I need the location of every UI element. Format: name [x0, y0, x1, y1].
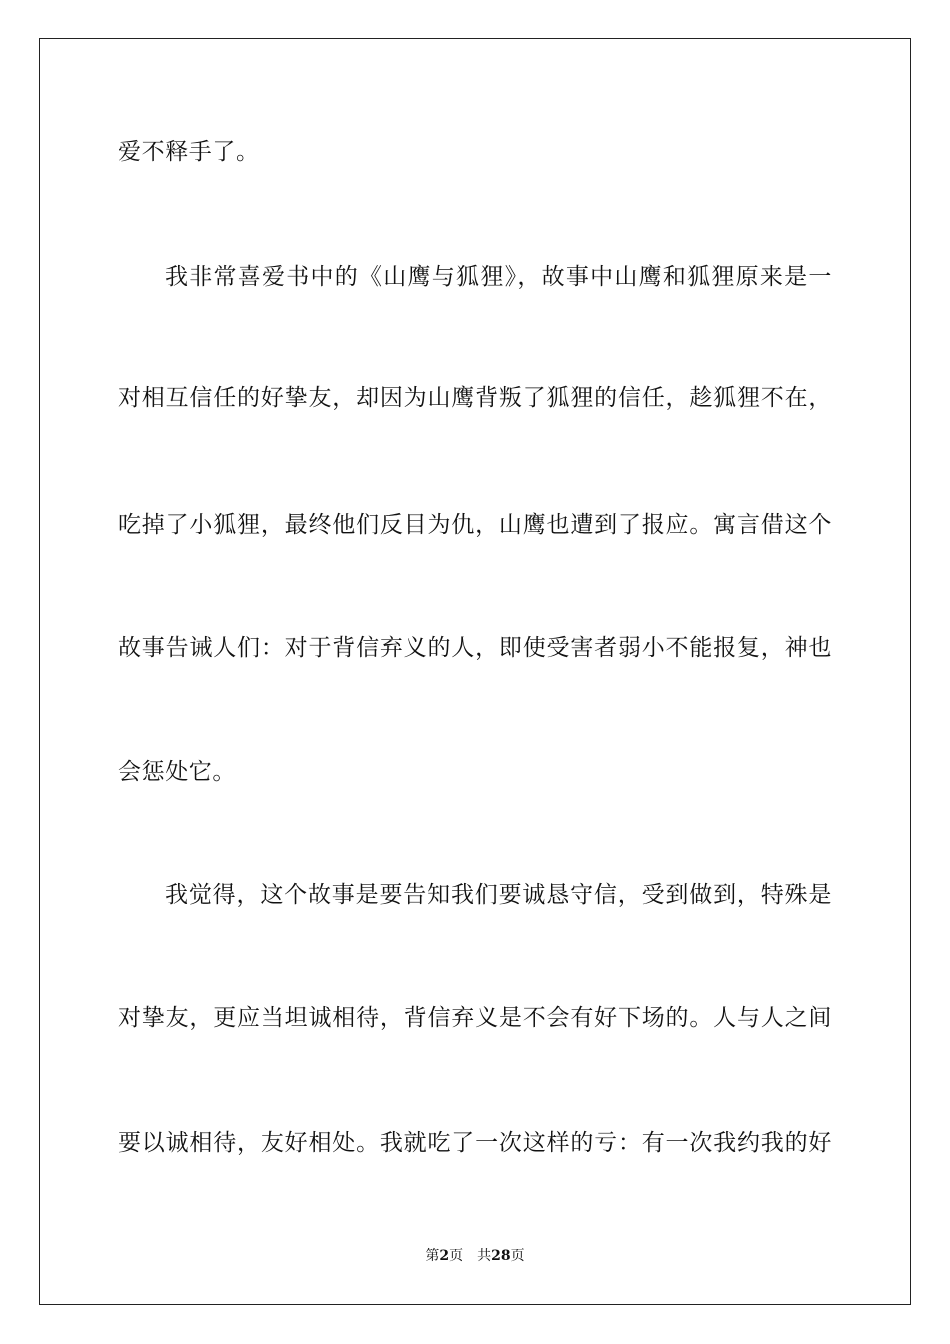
text-line: 爱不释手了。: [118, 139, 260, 165]
page-footer: [0, 1247, 950, 1265]
paragraph-first-line: 我觉得，这个故事是要告知我们要诚恳守信，受到做到，特殊是: [165, 882, 832, 908]
text-line: 要以诚相待，友好相处。我就吃了一次这样的亏：有一次我约我的好: [118, 1130, 832, 1156]
text-line: 会惩处它。: [118, 759, 236, 785]
page-border: [39, 38, 911, 1305]
page-total-number: 28: [491, 1248, 511, 1264]
page-suffix: 页: [510, 1248, 525, 1264]
text-line: 吃掉了小狐狸，最终他们反目为仇，山鹰也遭到了报应。寓言借这个: [118, 512, 832, 538]
page-prefix: 第: [425, 1248, 440, 1264]
text-line: 对挚友，更应当坦诚相待，背信弃义是不会有好下场的。人与人之间: [118, 1005, 832, 1031]
page-current-number: 2: [439, 1248, 450, 1264]
paragraph-first-line: 我非常喜爱书中的《山鹰与狐狸》，故事中山鹰和狐狸原来是一: [165, 264, 832, 290]
text-line: 对相互信任的好挚友，却因为山鹰背叛了狐狸的信任，趁狐狸不在，: [118, 385, 832, 411]
text-line: 故事告诫人们：对于背信弃义的人，即使受害者弱小不能报复，神也: [118, 635, 832, 661]
page-mid: 页 共: [449, 1248, 492, 1264]
